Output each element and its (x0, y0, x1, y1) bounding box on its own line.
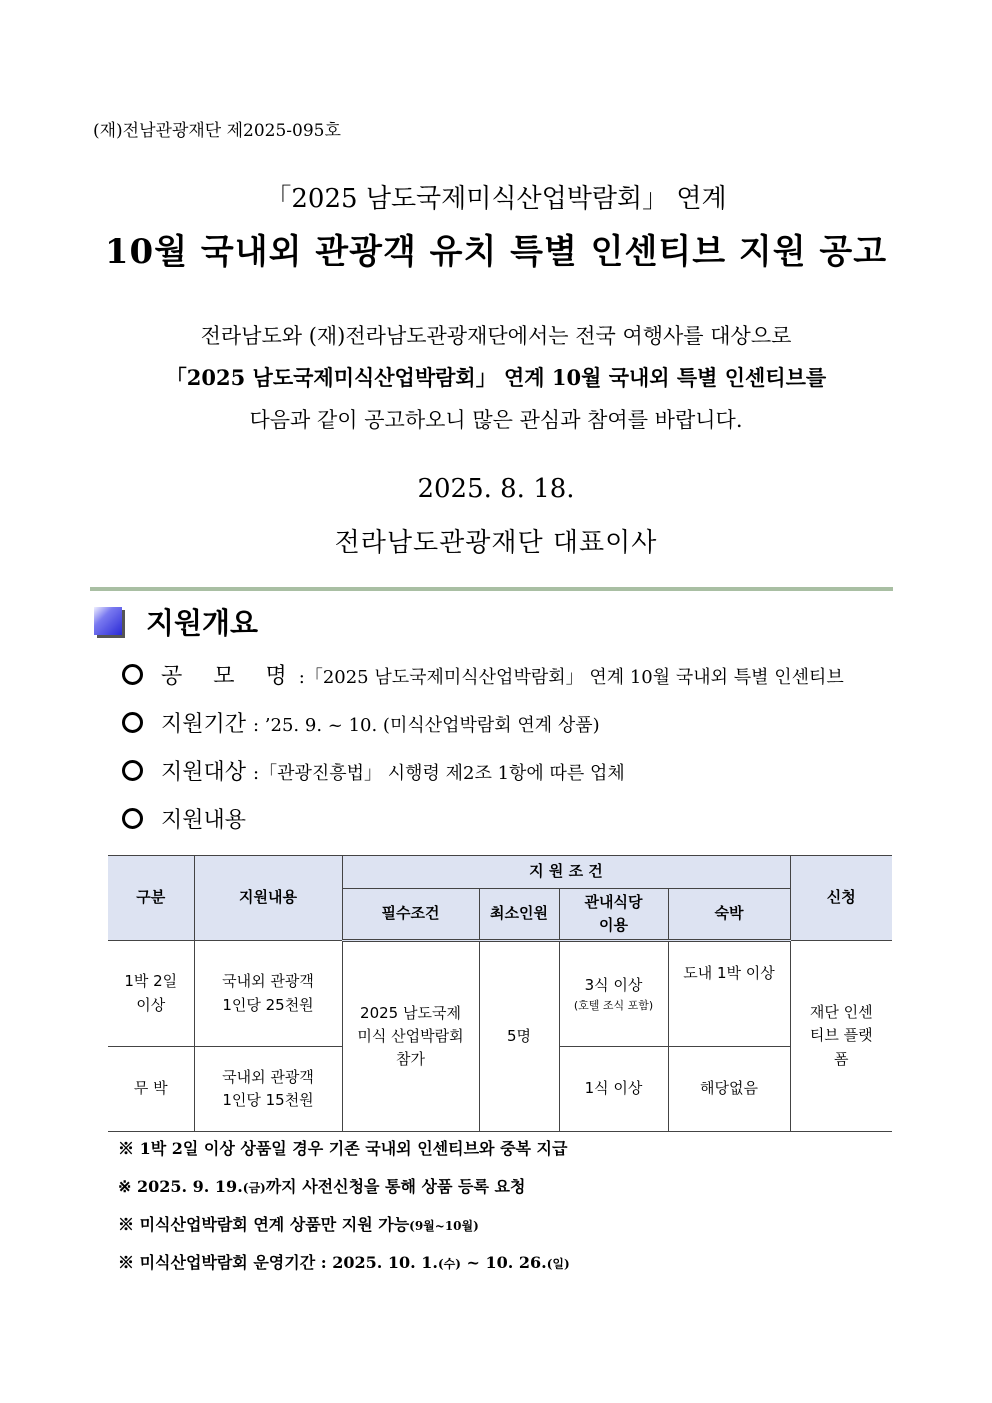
cell-content: 국내외 관광객 1인당 25천원 (194, 941, 342, 1047)
header-content: 지원내용 (194, 856, 342, 941)
notice-date: 2025. 8. 18. (417, 474, 575, 504)
bullet-value: : ’25. 9. ~ 10. (미식산업박람회 연계 상품) (253, 715, 600, 736)
bullet-label: 지원내용 (161, 808, 247, 833)
title-line-2: 10월 국내외 관광객 유치 특별 인센티브 지원 공고 (104, 232, 888, 272)
circle-bullet-icon (122, 712, 143, 733)
note-tail: ~ 10. 26. (460, 1253, 547, 1272)
header-restaurant: 관내식당 이용 (559, 889, 668, 941)
cell-lodging: 도내 1박 이상 (668, 941, 790, 1047)
note-item (118, 1136, 567, 1159)
note-period: (9월~10월) (409, 1219, 479, 1233)
bullet-label: 지원기간 (161, 712, 247, 737)
intro-line-3: 다음과 같이 공고하오니 많은 관심과 참여를 바랍니다. (249, 408, 743, 432)
issuer: 전라남도관광재단 대표이사 (334, 528, 658, 558)
header-category: 구분 (108, 856, 194, 941)
note-weekday-end: (일) (546, 1257, 570, 1271)
bullet-item (122, 803, 246, 834)
bullet-label: 공 모 명 (161, 664, 299, 689)
cell-required: 2025 남도국제미식 산업박람회 참가 (342, 941, 479, 1132)
note-weekday: (금) (242, 1181, 266, 1195)
bullet-item (122, 707, 600, 738)
divider (90, 587, 893, 591)
square-bullet-icon (94, 607, 122, 635)
note-item (118, 1212, 479, 1235)
bullet-value: :「관광진흥법」 시행령 제2조 1항에 따른 업체 (253, 763, 625, 784)
cell-lodging: 해당없음 (668, 1047, 790, 1132)
cell-min-people: 5명 (479, 941, 559, 1132)
note-tail: 까지 사전신청을 통해 상품 등록 요청 (265, 1177, 526, 1196)
document-number: (재)전남관광재단 제2025-095호 (93, 121, 341, 141)
section-title: 지원개요 (146, 606, 259, 640)
circle-bullet-icon (122, 664, 143, 685)
intro-line-1: 전라남도와 (재)전라남도관광재단에서는 전국 여행사를 대상으로 (200, 324, 792, 348)
cell-restaurant: 1식 이상 (559, 1047, 668, 1132)
table-row (108, 941, 892, 1047)
title-line-1: 「2025 남도국제미식산업박람회」 연계 (265, 184, 727, 214)
circle-bullet-icon (122, 760, 143, 781)
note-text: ※ 미식산업박람회 연계 상품만 지원 가능 (118, 1215, 410, 1234)
restaurant-value: 3식 이상 (584, 975, 643, 994)
header-min-people: 최소인원 (479, 889, 559, 941)
bullet-item (122, 659, 844, 690)
cell-category: 1박 2일 이상 (108, 941, 194, 1047)
support-table (108, 855, 892, 1132)
cell-apply: 재단 인센티브 플랫폼 (790, 941, 892, 1132)
cell-category: 무 박 (108, 1047, 194, 1132)
cell-restaurant (559, 941, 668, 1047)
note-item (118, 1250, 570, 1273)
note-text: ※ 1박 2일 이상 상품일 경우 기존 국내외 인센티브와 중복 지급 (118, 1139, 568, 1158)
note-item (118, 1174, 525, 1197)
intro-line-2: 「2025 남도국제미식산업박람회」 연계 10월 국내외 특별 인센티브를 (165, 365, 827, 390)
header-apply: 신청 (790, 856, 892, 941)
bullet-item (122, 755, 625, 786)
restaurant-note: (호텔 조식 포함) (573, 999, 654, 1013)
header-lodging: 숙박 (668, 889, 790, 941)
cell-content: 국내외 관광객 1인당 15천원 (194, 1047, 342, 1132)
header-conditions: 지 원 조 건 (342, 856, 790, 889)
header-required: 필수조건 (342, 889, 479, 941)
circle-bullet-icon (122, 808, 143, 829)
note-weekday: (수) (438, 1257, 461, 1271)
note-text: ※ 미식산업박람회 운영기간 : 2025. 10. 1. (118, 1253, 438, 1272)
note-text: ※ 2025. 9. 19. (118, 1177, 243, 1196)
bullet-value: :「2025 남도국제미식산업박람회」 연계 10월 국내외 특별 인센티브 (298, 667, 844, 688)
bullet-label: 지원대상 (161, 760, 247, 785)
